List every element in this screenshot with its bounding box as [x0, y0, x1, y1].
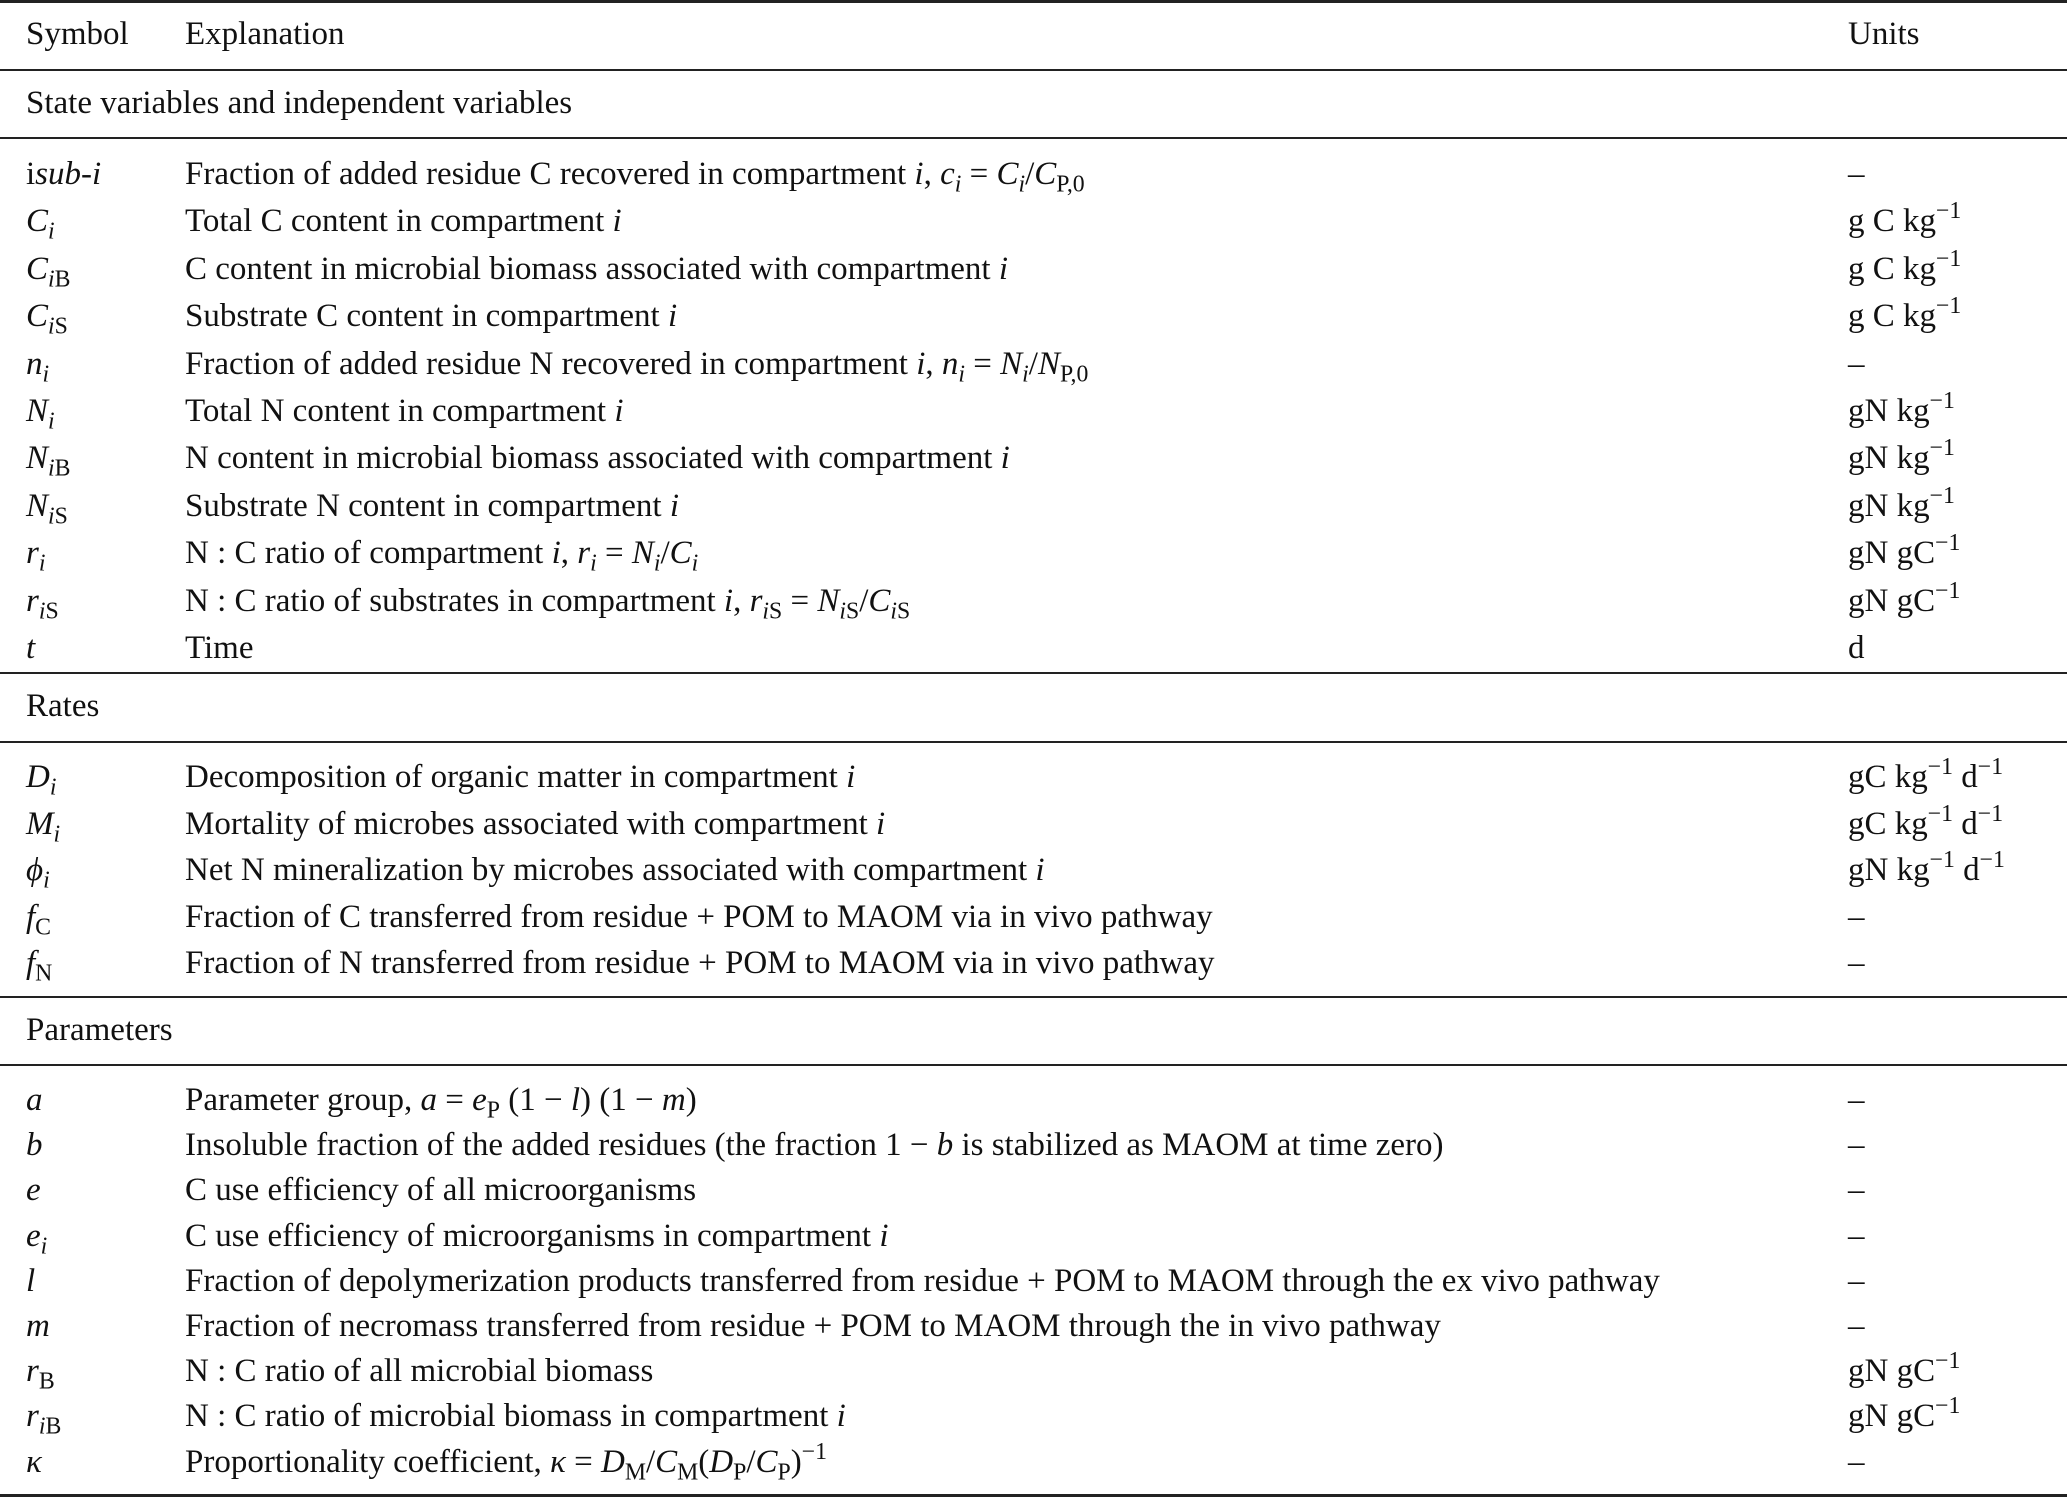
section-title: Rates [26, 688, 100, 724]
row-symbol: $C_i$ [26, 203, 55, 245]
row-units: gN $kg^{-1}$ [1848, 482, 1955, 524]
row-symbol: l [26, 1262, 36, 1299]
row-units: – [1848, 156, 1865, 192]
table-row [0, 1123, 2067, 1167]
row-units: gN $gC^{-1}$ [1848, 577, 1961, 619]
row-explanation: C use efficiency of microorganisms in compartment i [185, 1217, 889, 1254]
table-row [0, 1214, 2067, 1258]
row-units: – [1848, 1217, 1865, 1254]
row-explanation: Mortality of microbes associated with compartment i [185, 805, 886, 842]
row-explanation: Fraction of depolymerization products transferred from residue + POM to MAOM through the ex vivo pathway [185, 1262, 1660, 1299]
row-symbol: m [26, 1308, 50, 1344]
table-row [0, 802, 2067, 846]
row-explanation: Proportionality coefficient, $\kappa = D_M/C_M(D_P/C_P)^{-1}$ [185, 1438, 828, 1486]
table-row [0, 152, 2067, 196]
row-symbol: $r_i$ [26, 535, 46, 577]
row-explanation: Total C content in compartment i [185, 203, 622, 240]
top-rule [0, 0, 2067, 3]
table-row [0, 531, 2067, 575]
row-units: – [1848, 1262, 1865, 1299]
section-header-rule [0, 741, 2067, 743]
row-units: – [1848, 945, 1865, 982]
row-units: – [1848, 1127, 1865, 1164]
row-units: gN $gC^{-1}$ [1848, 1393, 1961, 1435]
section-title: Parameters [26, 1012, 173, 1048]
row-symbol: $N_{iS}$ [26, 487, 68, 530]
row-units: – [1848, 345, 1865, 382]
header-symbol: Symbol [26, 16, 129, 52]
row-symbol: $e_i$ [26, 1217, 48, 1260]
table-row [0, 294, 2067, 338]
row-units: gC $kg^{-1}$ $d^{-1}$ [1848, 753, 2004, 795]
row-units: – [1848, 898, 1865, 935]
row-explanation: Substrate N content in compartment i [185, 487, 679, 524]
row-explanation: Fraction of necromass transferred from residue + POM to MAOM through the in vivo pathway [185, 1308, 1441, 1344]
row-units: gC $kg^{-1}$ $d^{-1}$ [1848, 800, 2004, 842]
row-units: d [1848, 630, 1865, 666]
table-row [0, 626, 2067, 670]
row-symbol: b [26, 1127, 43, 1164]
table-row [0, 247, 2067, 291]
table-row [0, 484, 2067, 528]
row-explanation: Fraction of N transferred from residue + POM to MAOM via in vivo pathway [185, 945, 1215, 982]
row-symbol: a [26, 1082, 43, 1118]
row-symbol: $C_{iB}$ [26, 250, 71, 293]
row-symbol: $N_i$ [26, 393, 55, 435]
section-rule [0, 672, 2067, 674]
table-row [0, 755, 2067, 799]
row-symbol: $r_B$ [26, 1353, 55, 1395]
row-explanation: C content in microbial biomass associated with compartment i [185, 250, 1008, 287]
row-symbol: $f_C$ [26, 898, 52, 941]
table-row [0, 199, 2067, 243]
row-explanation: Fraction of added residue N recovered in compartment i, $n_i = N_i/N_{P,0}$ [185, 345, 1089, 388]
row-explanation: Insoluble fraction of the added residues (the fraction 1 − b is stabilized as MAOM at time zero) [185, 1127, 1444, 1164]
table-row [0, 1078, 2067, 1122]
table-row [0, 579, 2067, 623]
row-symbol: $r_{iB}$ [26, 1398, 62, 1440]
row-units: g C $kg^{-1}$ [1848, 293, 1962, 335]
row-explanation: N content in microbial biomass associated with compartment i [185, 440, 1010, 477]
row-explanation: Time [185, 630, 254, 666]
row-explanation: Parameter group, $a = e_P$ (1 − l) (1 − m) [185, 1082, 697, 1124]
row-explanation: Net N mineralization by microbes associated with compartment i [185, 852, 1045, 889]
row-explanation: N : C ratio of substrates in compartment i, $r_{iS} = N_{iS}/C_{iS}$ [185, 582, 911, 625]
row-units: – [1848, 1443, 1865, 1480]
row-units: – [1848, 1082, 1865, 1118]
table-row [0, 342, 2067, 386]
row-explanation: N : C ratio of compartment i, $r_i = N_i/C_i$ [185, 535, 699, 577]
bottom-rule [0, 1494, 2067, 1497]
row-symbol: κ [26, 1443, 42, 1480]
row-symbol: $r_{iS}$ [26, 582, 59, 625]
header-row [0, 12, 2067, 56]
table-row [0, 436, 2067, 480]
table-row [0, 1304, 2067, 1348]
row-symbol: isub-i [26, 156, 102, 192]
row-symbol: $D_i$ [26, 759, 57, 801]
section-rule [0, 996, 2067, 998]
row-symbol: $N_{iB}$ [26, 440, 71, 482]
row-units: – [1848, 1172, 1865, 1209]
row-symbol: $\phi_i$ [26, 852, 50, 894]
row-units: – [1848, 1308, 1865, 1344]
row-explanation: N : C ratio of microbial biomass in compartment i [185, 1398, 846, 1435]
row-symbol: $n_i$ [26, 345, 50, 388]
row-units: gN $kg^{-1}$ [1848, 435, 1955, 477]
table-row [0, 1349, 2067, 1393]
row-explanation: Fraction of C transferred from residue + POM to MAOM via in vivo pathway [185, 898, 1213, 935]
table-row [0, 389, 2067, 433]
row-explanation: C use efficiency of all microorganisms [185, 1172, 697, 1209]
header-explanation: Explanation [185, 16, 345, 52]
row-symbol: $M_i$ [26, 805, 61, 848]
row-units: gN $kg^{-1}$ [1848, 387, 1955, 429]
section-header-rule [0, 137, 2067, 139]
row-explanation: Fraction of added residue C recovered in compartment i, $c_i = C_i/C_{P,0}$ [185, 156, 1085, 198]
row-units: gN $gC^{-1}$ [1848, 530, 1961, 572]
table-row [0, 1440, 2067, 1484]
row-units: g C $kg^{-1}$ [1848, 198, 1962, 240]
row-explanation: Total N content in compartment i [185, 393, 624, 429]
row-symbol: $C_{iS}$ [26, 298, 68, 340]
table-row [0, 941, 2067, 985]
row-units: gN $gC^{-1}$ [1848, 1348, 1961, 1390]
table-row [0, 848, 2067, 892]
table-row [0, 1168, 2067, 1212]
row-symbol: e [26, 1172, 41, 1209]
row-explanation: N : C ratio of all microbial biomass [185, 1353, 654, 1390]
section-title: State variables and independent variables [26, 85, 573, 121]
row-symbol: t [26, 630, 36, 666]
section-rule [0, 69, 2067, 71]
table-row [0, 895, 2067, 939]
table-row [0, 1394, 2067, 1438]
header-units: Units [1848, 16, 1920, 52]
section-header-rule [0, 1064, 2067, 1066]
row-explanation: Substrate C content in compartment i [185, 298, 678, 335]
row-units: gN $kg^{-1}$ $d^{-1}$ [1848, 847, 2005, 889]
row-explanation: Decomposition of organic matter in compartment i [185, 759, 856, 795]
row-units: g C $kg^{-1}$ [1848, 245, 1962, 287]
row-symbol: $f_N$ [26, 945, 53, 987]
table-row [0, 1259, 2067, 1303]
